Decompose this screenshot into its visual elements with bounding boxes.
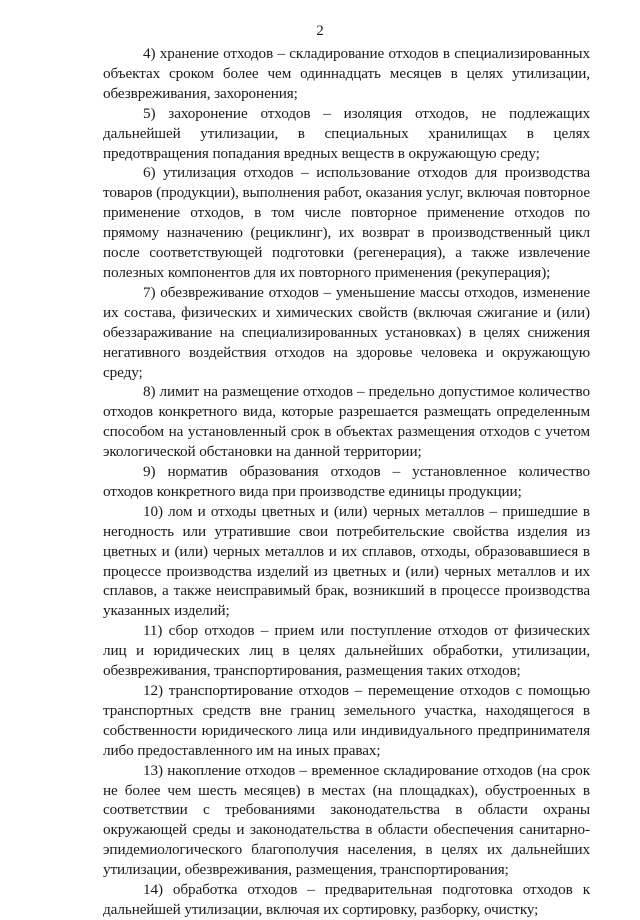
paragraph-item-4: 4) хранение отходов – складирование отходов в специализированных объектах сроком более чем одиннадцать месяцев в целях утилизации, обезвреживания, захоронения; [103, 45, 590, 102]
paragraph-item-11: 11) сбор отходов – прием или поступление отходов от физических лиц и юридических лиц в целях дальнейших обработки, утилизации, обезвреживания, транспортирования, размещения таких отходов; [103, 622, 590, 680]
paragraph-item-8: 8) лимит на размещение отходов – предельно допустимое количество отходов конкретного вида, которые разрешается размещать определенным способом на установленный срок в объектах размещения отходов с учетом экологической обстановки на данной территории; [103, 383, 590, 461]
paragraph-item-14: 14) обработка отходов – предварительная подготовка отходов к дальнейшей утилизации, включая их сортировку, разборку, очистку; [103, 881, 590, 918]
paragraph-item-5: 5) захоронение отходов – изоляция отходов, не подлежащих дальнейшей утилизации, в специальных хранилищах в целях предотвращения попадания вредных веществ в окружающую среду; [103, 104, 590, 162]
page-number: 2 [316, 23, 324, 39]
paragraph-item-7: 7) обезвреживание отходов – уменьшение массы отходов, изменение их состава, физических и химических свойств (включая сжигание и (или) обеззараживание на специализированных установках) в целях снижения негативного воздействия отходов на здоровье человека и окружающую среду; [103, 283, 590, 381]
paragraph-item-6: 6) утилизация отходов – использование отходов для производства товаров (продукции), выполнения работ, оказания услуг, включая повторное применение отходов, в том числе повторное применение отходов по прямому назначению (рециклинг), их возврат в производственный цикл после соответствующей подготовки (регенерация), а также извлечение полезных компонентов для их повторного применения (рекуперация); [103, 164, 591, 281]
paragraph-item-13: 13) накопление отходов – временное складирование отходов (на срок не более чем шесть месяцев) в местах (на площадках), обустроенных в соответствии с требованиями законодательства в области охраны окружающей среды и законодательства в области обеспечения санитарно-эпидемиологического благополучия населения, в целях их дальнейших утилизации, обезвреживания, размещения, транспортирования; [103, 761, 590, 879]
paragraph-item-12: 12) транспортирование отходов – перемещение отходов с помощью транспортных средств вне границ земельного участка, находящегося в собственности юридического лица или индивидуального предпринимателя либо предоставленного им на иных правах; [103, 682, 590, 759]
paragraph-item-9: 9) норматив образования отходов – установленное количество отходов конкретного вида при производстве единицы продукции; [103, 463, 590, 500]
document-body [103, 44, 590, 920]
paragraph-item-10: 10) лом и отходы цветных и (или) черных металлов – пришедшие в негодность или утратившие свои потребительские свойства изделия из цветных и (или) черных металлов и их сплавов, отходы, образовавшиеся в процессе производства изделий из цветных и (или) черных металлов и их сплавов, а также неисправимый брак, возникший в процессе производства указанных изделий; [103, 502, 590, 620]
